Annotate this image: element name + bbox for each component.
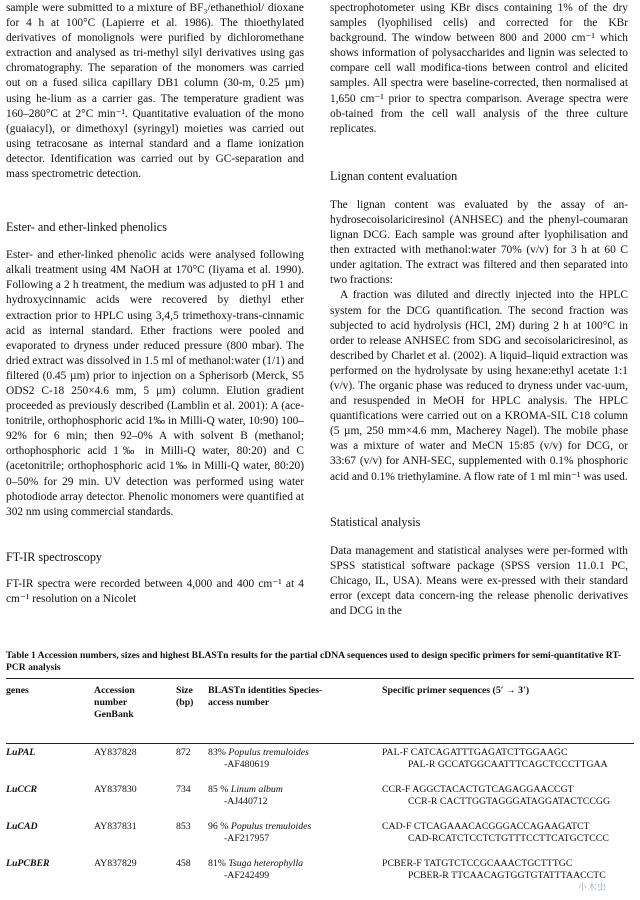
gene-name: LuCAD: [6, 820, 38, 832]
blast-identity: [208, 821, 378, 845]
header-blast: BLASTn identities Species-access number: [208, 684, 323, 709]
primer-forward: PAL-F CATCAGATTTGAGATCTTGGAAGC: [382, 746, 568, 758]
header-genes: genes: [6, 684, 29, 696]
left-column: [6, 0, 304, 607]
table-header: [6, 679, 634, 743]
primer-forward: PCBER-F TATGTCTCCGCAAACTGCTTTGC: [382, 857, 573, 869]
sequence-size: 872: [176, 746, 191, 758]
primer-forward: CAD-F CTCAGAAACACGGGACCAGAAGATCT: [382, 820, 590, 832]
paragraph-ftir: FT-IR spectra were recorded between 4,000 and 400 cm⁻¹ at 4 cm⁻¹ resolution on a Nicolet: [6, 577, 304, 605]
primer-sequences: [382, 784, 634, 808]
blast-access: -AF242499: [224, 870, 270, 882]
blast-access: -AF217957: [224, 833, 270, 845]
heading-ester-ether-phenolics: Ester- and ether-linked phenolics: [6, 220, 167, 235]
header-primers: Specific primer sequences (5′ → 3′): [382, 684, 530, 696]
blast-identity: [208, 747, 378, 771]
table-row: [6, 855, 634, 892]
blast-species: Linum album: [230, 783, 283, 795]
blast-percent: 85 %: [208, 783, 229, 795]
paragraph-thioethylation: sample were submitted to a mixture of BF₃/ethanethiol/ dioxane for 4 h at 100°C (Lapierre et al. 1986). The thioethylated derivatives of monolignols were purified by dichloromethane extraction and analysed as tri-methyl silyl derivatives using gas chromatography. The separation of the monomers was carried out on a fused silica capillary DB1 column (30-m, 0.25 µm) using he-lium as a carrier gas. The temperature gradient was 160–280°C at 2°C min⁻¹. Quantitative evaluation of the mono (guaiacyl), or dimethoxyl (syringyl) moieties was carried out using tetracosane as internal standard and a flame ionization detector. Identification was carried out by GC-separation and mass spectrometric detection.: [6, 2, 304, 181]
sequence-size: 458: [176, 857, 191, 869]
paragraph-lignan-assay: The lignan content was evaluated by the assay of an-hydrosecoisolariciresinol (ANHSEC) and the phenyl-coumaran lignan DCG. Each sample was ground after lyophilisation and then extracted with methanol:water 70% (v/v) for 3 h at 60 C under agitation. The extract was filtered and then separated into two fractions:: [330, 198, 628, 287]
heading-ftir: FT-IR spectroscopy: [6, 549, 103, 564]
table-row: [6, 781, 634, 818]
table-row: [6, 818, 634, 855]
accession-number: AY837828: [94, 746, 137, 758]
paragraph-phenolic-acids: Ester- and ether-linked phenolic acids were analysed following alkali treatment using 4M NaOH at 170°C (Iiyama et al. 1990). Following a 2 h treatment, the medium was adjusted to pH 1 and hydroxycinnamic acids were recovered by diethyl ether extraction prior to HPLC using 3,4,5 trimethoxy-trans-cinnamic acid as internal standard. Ether fractions were pooled and evaporated to dryness under reduced pressure (800 mbar). The dried extract was dissolved in 1.5 ml of methanol:water (1/1) and filtered (0.45 µm) prior to injection on a Spherisorb (Merck, S5 ODS2 C-18 250×4.6 mm, 5 µm) column. Elution gradient proceeded as previously described (Lamblin et al. 2001): A (ace-tonitrile, orthophosphoric acid 1‰ in Milli-Q water, 10:90) 100–92% for 6 min; then 92–0% A with solvent B (methanol; orthophosphoric acid 1‰ in Milli-Q water, 80:20) and C (acetonitrile; orthophosphoric acid 1‰ in Milli-Q water, 80:20) 0–50% for 29 min. UV detection was performed using water photodiode array detector. Phenolic monomers were quantified at 302 nm using commercial standards.: [6, 249, 304, 518]
accession-number: AY837831: [94, 820, 137, 832]
blast-percent: 83%: [208, 746, 226, 758]
primer-sequences: [382, 821, 634, 845]
table-1: [6, 650, 634, 892]
accession-number: AY837830: [94, 783, 137, 795]
heading-lignan-content: Lignan content evaluation: [330, 168, 458, 183]
blast-percent: 96 %: [208, 820, 229, 832]
blast-percent: 81%: [208, 857, 226, 869]
blast-access: -AF480619: [224, 759, 270, 771]
primer-forward: CCR-F AGGCTACACTGTCAGAGGAACCGT: [382, 783, 574, 795]
gene-name: LuPCBER: [6, 857, 50, 869]
header-size: Size (bp): [176, 684, 194, 709]
table-caption: Table 1 Accession numbers, sizes and highest BLASTn results for the partial cDNA sequences used to design specific primers for semi-quantitative RT-PCR analysis: [6, 650, 622, 674]
blast-species: Populus tremuloides: [230, 820, 312, 832]
sequence-size: 853: [176, 820, 191, 832]
blast-species: Tsuga heterophylla: [228, 857, 304, 869]
table-row: [6, 744, 634, 781]
right-column: [330, 0, 628, 619]
blast-identity: [208, 858, 378, 882]
primer-sequences: [382, 747, 634, 771]
gene-name: LuPAL: [6, 746, 36, 758]
paragraph-statistics: Data management and statistical analyses were per-formed with SPSS statistical software package (SPSS version 11.0.1 PC, Chicago, IL, USA). Means were ex-pressed with their standard error (except data concern-ing the release phenolic derivatives and DCG in the: [330, 544, 628, 617]
paragraph-spectrophotometer: spectrophotometer using KBr discs containing 1% of the dry samples (lyophilised cells) and corrected for the KBr background. The window between 800 and 2000 cm⁻¹ which shows information of polysaccharides and lignin was selected to compare cell wall modifica-tions between control and elicited samples. All spectra were baseline-corrected, then normalised at 1,650 cm⁻¹ prior to spectra comparison. Average spectra were ob-tained from the cell wall analysis of the three culture replicates.: [330, 2, 628, 135]
primer-reverse: CCR-R CACTTGGTAGGGATAGGATACTCCGG: [408, 796, 611, 808]
sequence-size: 734: [176, 783, 191, 795]
primer-reverse: CAD-RCATCTCCTCTGTTTCCTTCATGCTCCC: [408, 833, 609, 845]
paragraph-hplc-fraction: A fraction was diluted and directly injected into the HPLC system for the DCG quantification. The second fraction was subjected to acid hydrolysis (HCl, 2M) during 2 h at 100°C in order to release ANHSEC from SDG and secoisolariciresinol, as described by Charlet et al. (2002). A liquid–liquid extraction was performed on the hydrolysate by using hexane:ethyl acetate 1:1 (v/v). The organic phase was reduced to dryness under vac-uum, and resuspended in MeOH for HPLC analysis. The HPLC quantifications were carried out on a KROMA-SIL C18 column (5 µm, 250 mm×4.6 mm, Macherey Nagel). The mobile phase was a mixture of water and MeCN 15:85 (v/v) for DCG, or 33:67 (v/v) for ANH-SEC, supplemented with 0.1% phosphoric acid and 0.1% triethylamine. A flow rate of 1 ml min⁻¹ was used.: [330, 289, 628, 483]
watermark: 小木虫: [578, 883, 607, 893]
heading-statistical-analysis: Statistical analysis: [330, 514, 421, 529]
blast-species: Populus tremuloides: [228, 746, 309, 758]
primer-reverse: PAL-R GCCATGGCAATTTCAGCTCCCTTGAA: [408, 759, 608, 771]
blast-identity: [208, 784, 378, 808]
blast-access: -AJ440712: [224, 796, 268, 808]
primer-reverse: PCBER-R TTCAACAGTGGTGTATTTAACCTC: [408, 870, 606, 882]
header-accession: Accession number GenBank: [94, 684, 135, 721]
accession-number: AY837829: [94, 857, 137, 869]
primer-sequences: [382, 858, 634, 882]
gene-name: LuCCR: [6, 783, 38, 795]
